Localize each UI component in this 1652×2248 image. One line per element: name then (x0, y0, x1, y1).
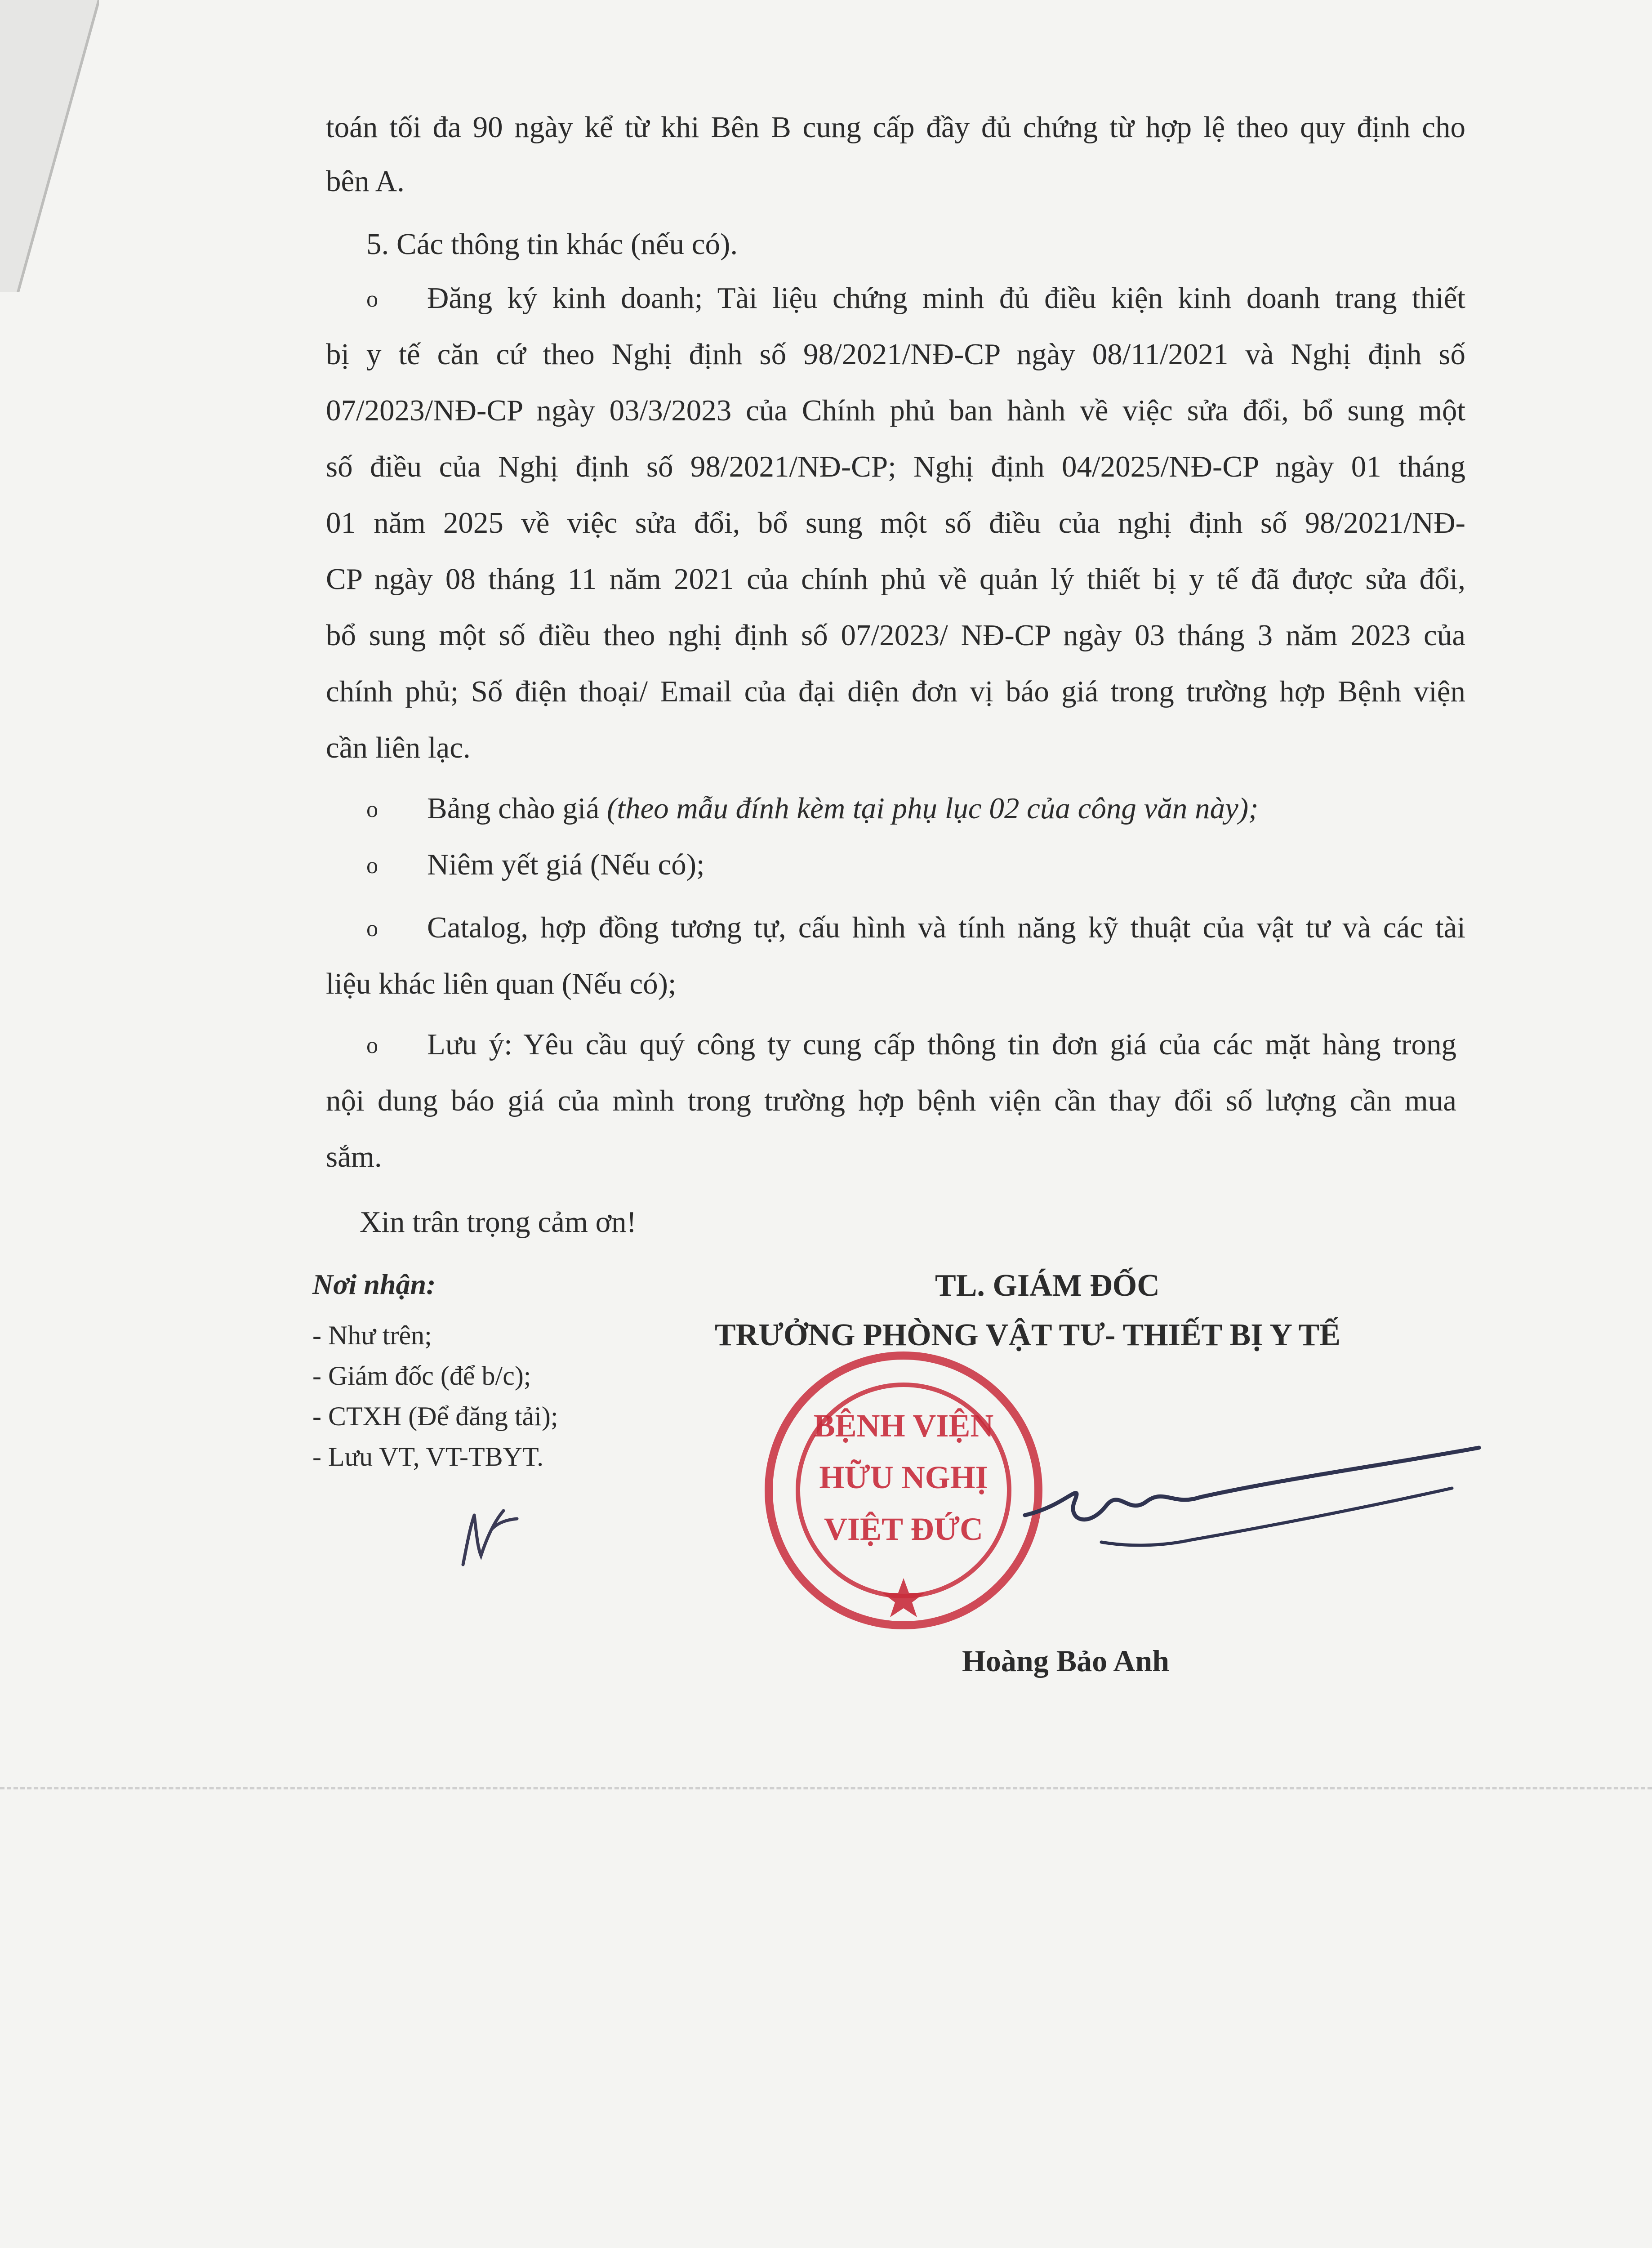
body-line-8: 01 năm 2025 về việc sửa đổi, bổ sung một số điều của nghị định số 98/2021/NĐ- (326, 506, 1465, 540)
recipient-item-3: - CTXH (Để đăng tải); (312, 1401, 558, 1431)
catalog-line-2: liệu khác liên quan (Nếu có); (326, 967, 677, 1000)
body-line-11: chính phủ; Số điện thoại/ Email của đại diện đơn vị báo giá trong trường hợp Bệnh viện (326, 675, 1465, 708)
page-fold-line (0, 1787, 1652, 1789)
luu-y-line-2: nội dung báo giá của mình trong trường hợp bệnh viện cần thay đổi số lượng cần mua (326, 1084, 1456, 1117)
body-line-7: số điều của Nghị định số 98/2021/NĐ-CP; Nghị định 04/2025/NĐ-CP ngày 01 tháng (326, 450, 1465, 483)
bang-chao-gia-item (427, 794, 1258, 824)
luu-y-line-3: sắm. (326, 1140, 382, 1173)
initial-mark (450, 1502, 521, 1569)
bullet-marker-niem-yet: o (366, 853, 378, 879)
catalog-line-1: Catalog, hợp đồng tương tự, cấu hình và tính năng kỹ thuật của vật tư và các tài (427, 911, 1465, 944)
signature-line-1: TL. GIÁM ĐỐC (935, 1268, 1160, 1303)
closing-thanks: Xin trân trọng cảm ơn! (360, 1205, 637, 1239)
recipient-item-2: - Giám đốc (để b/c); (312, 1361, 531, 1391)
signer-name: Hoàng Bảo Anh (962, 1644, 1170, 1678)
bullet-marker-luu-y: o (366, 1033, 378, 1058)
bullet-marker-catalog: o (366, 916, 378, 941)
handwritten-signature (1011, 1439, 1483, 1574)
body-line-1: toán tối đa 90 ngày kể từ khi Bên B cung cấp đầy đủ chứng từ hợp lệ theo quy định cho (326, 111, 1465, 144)
signature-line-2: TRƯỞNG PHÒNG VẬT TƯ- THIẾT BỊ Y TẾ (715, 1318, 1340, 1352)
body-line-9: CP ngày 08 tháng 11 năm 2021 của chính phủ về quản lý thiết bị y tế đã được sửa đổi, (326, 562, 1465, 596)
bullet-marker-bang-chao-gia: o (366, 797, 378, 822)
niem-yet-gia-item: Niêm yết giá (Nếu có); (427, 848, 705, 881)
luu-y-line-1: Lưu ý: Yêu cầu quý công ty cung cấp thông tin đơn giá của các mặt hàng trong (427, 1028, 1456, 1061)
bang-chao-gia-note: (theo mẫu đính kèm tại phụ lục 02 của công văn này); (607, 792, 1259, 825)
stamp-line-1: BỆNH VIỆN (813, 1408, 994, 1444)
recipients-heading: Nơi nhận: (312, 1268, 436, 1300)
stamp-line-2: HỮU NGHỊ (819, 1459, 988, 1495)
page-edge-shadow (0, 0, 99, 292)
recipient-item-4: - Lưu VT, VT-TBYT. (312, 1442, 544, 1472)
stamp-line-3: VIỆT ĐỨC (824, 1511, 984, 1547)
hospital-stamp (760, 1347, 1047, 1634)
bang-chao-gia-label: Bảng chào giá (427, 792, 607, 825)
body-line-10: bổ sung một số điều theo nghị định số 07/2023/ NĐ-CP ngày 03 tháng 3 năm 2023 của (326, 619, 1465, 652)
bullet-marker-dang-ky: o (366, 286, 378, 312)
body-line-5: bị y tế căn cứ theo Nghị định số 98/2021/NĐ-CP ngày 08/11/2021 và Nghị định số (326, 338, 1465, 371)
body-line-6: 07/2023/NĐ-CP ngày 03/3/2023 của Chính phủ ban hành về việc sửa đổi, bổ sung một (326, 394, 1465, 427)
body-line-2: bên A. (326, 165, 405, 198)
body-line-4: Đăng ký kinh doanh; Tài liệu chứng minh đủ điều kiện kinh doanh trang thiết (427, 281, 1465, 315)
section-5-heading: 5. Các thông tin khác (nếu có). (366, 227, 738, 261)
recipient-item-1: - Như trên; (312, 1320, 432, 1350)
body-line-12: cần liên lạc. (326, 731, 471, 764)
